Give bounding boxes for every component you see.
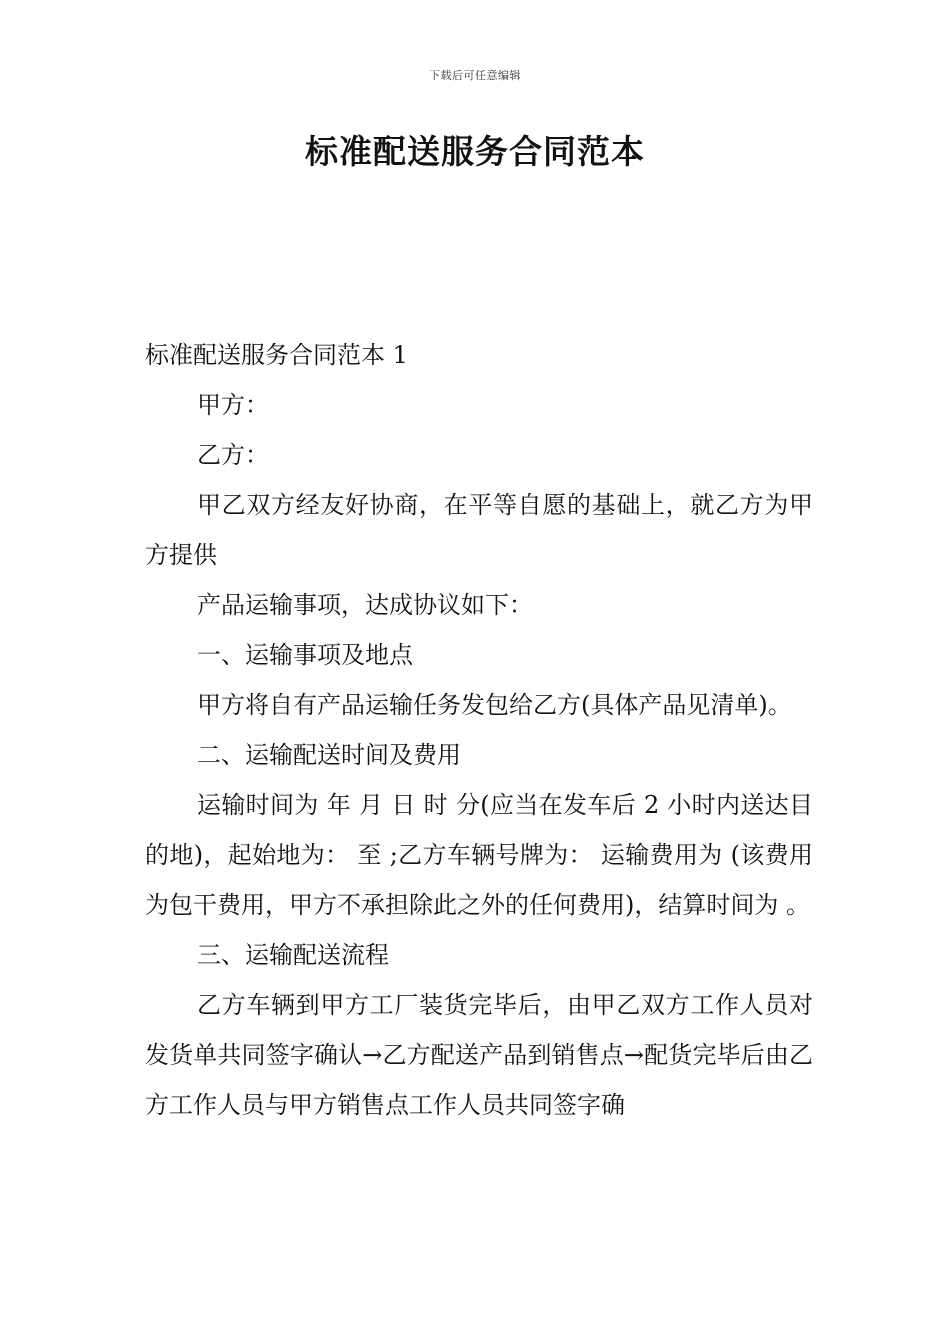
header-note: 下载后可任意编辑 <box>429 69 521 82</box>
paragraph-intro: 甲乙双方经友好协商，在平等自愿的基础上，就乙方为甲方提供 <box>145 491 813 569</box>
party-b-line: 乙方： <box>197 441 269 469</box>
section-heading: 标准配送服务合同范本 1 <box>145 341 408 369</box>
clause-1-heading: 一、运输事项及地点 <box>197 641 413 669</box>
clause-3-heading: 三、运输配送流程 <box>197 941 389 969</box>
clause-2-heading: 二、运输配送时间及费用 <box>197 741 461 769</box>
clause-3-text: 乙方车辆到甲方工厂装货完毕后，由甲乙双方工作人员对发货单共同签字确认→乙方配送产品到销售点→配货完毕后由乙方工作人员与甲方销售点工作人员共同签字确 <box>145 991 813 1119</box>
paragraph-agreement: 产品运输事项，达成协议如下： <box>197 591 533 619</box>
party-a-line: 甲方： <box>197 391 269 419</box>
clause-2-text: 运输时间为 年 月 日 时 分(应当在发车后 2 小时内送达目的地)，起始地为： 至 ;乙方车辆号牌为： 运输费用为 (该费用为包干费用，甲方不承担除此之外的任何费用)，结算时间为 。 <box>145 791 813 919</box>
clause-1-text: 甲方将自有产品运输任务发包给乙方(具体产品见清单)。 <box>197 691 792 719</box>
document-title: 标准配送服务合同范本 <box>305 132 645 171</box>
document-body <box>145 330 813 1130</box>
